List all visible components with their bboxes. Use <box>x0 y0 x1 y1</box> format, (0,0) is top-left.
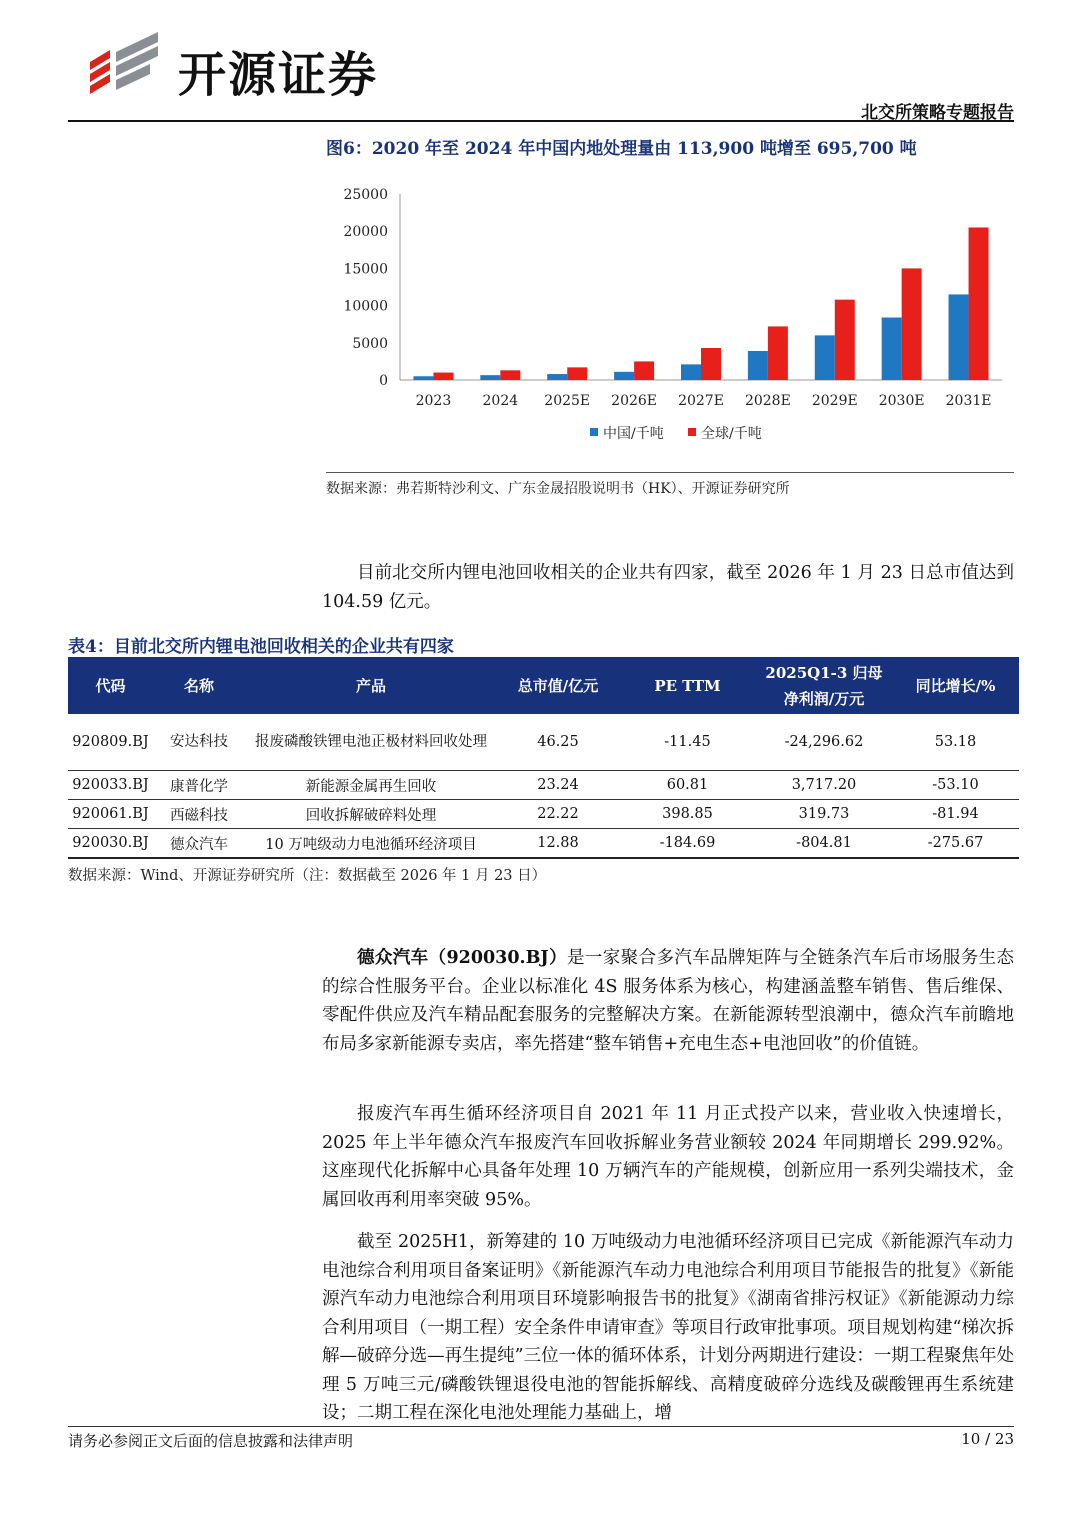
cell-market-cap: 46.25 <box>497 714 619 771</box>
x-tick-label: 2028E <box>744 393 791 409</box>
page-number: 10 / 23 <box>961 1430 1014 1448</box>
cell-market-cap: 23.24 <box>497 771 619 800</box>
table-header-row <box>68 657 1019 714</box>
intro-paragraph <box>322 559 1014 616</box>
cell-pe-ttm: -11.45 <box>619 714 756 771</box>
report-type: 北交所策略专题报告 <box>861 103 1014 123</box>
y-tick-label: 10000 <box>343 298 388 315</box>
bar-global <box>768 326 788 380</box>
bar-global <box>433 373 453 380</box>
cell-product: 10 万吨级动力电池循环经济项目 <box>245 829 497 859</box>
bar-china <box>815 335 835 380</box>
scrap-car-paragraph <box>322 1100 1014 1214</box>
company-table <box>68 657 1019 859</box>
header-yoy-growth: 同比增长/% <box>892 657 1019 714</box>
battery-project-text: 截至 2025H1，新筹建的 10 万吨级动力电池循环经济项目已完成《新能源汽车动力电池综合利用项目备案证明》《新能源汽车动力电池综合利用项目节能报告的批复》《新能源汽车动力电池综合利用项目环境影响报告书的批复》《湖南省排污权证》《新能源动力综合利用项目（一期工程）安全条件申请审查》等项目行政审批事项。项目规划构建“梯次拆解—破碎分选—再生提纯”三位一体的循环体系，计划分两期进行建设：一期工程聚焦年处理 5 万吨三元/磷酸铁锂退役电池的智能拆解线、高精度破碎分选线及碳酸锂再生系统建设；二期工程在深化电池处理能力基础上，增 <box>322 1232 1014 1423</box>
y-tick-label: 25000 <box>343 187 388 203</box>
bar-global <box>969 227 989 380</box>
y-tick-label: 15000 <box>343 261 388 278</box>
y-tick-label: 0 <box>379 373 388 389</box>
cell-code: 920809.BJ <box>68 714 153 771</box>
cell-yoy-growth: 53.18 <box>892 714 1019 771</box>
bar-global <box>902 268 922 380</box>
dezhong-lead: 德众汽车（920030.BJ） <box>357 948 567 968</box>
header-net-profit: 2025Q1-3 归母净利润/万元 <box>756 657 892 714</box>
brand-name: 开源证券 <box>178 47 379 103</box>
x-tick-label: 2025E <box>544 393 591 409</box>
cell-market-cap: 12.88 <box>497 829 619 859</box>
bar-global <box>634 361 654 380</box>
x-tick-label: 2023 <box>415 393 452 409</box>
dezhong-text <box>322 944 1014 1058</box>
cell-net-profit: 3,717.20 <box>756 771 892 800</box>
bar-global <box>567 367 587 380</box>
bar-china <box>949 294 969 380</box>
bar-china <box>748 351 768 380</box>
scrap-car-text: 报废汽车再生循环经济项目自 2021 年 11 月正式投产以来，营业收入快速增长，2025 年上半年德众汽车报废汽车回收拆解业务营业额较 2024 年同期增长 299.92%。这座现代化拆解中心具备年处理 10 万辆汽车的产能规模，创新应用一系列尖端技术，金属回收再利用率突破 95%。 <box>322 1104 1014 1210</box>
cell-code: 920030.BJ <box>68 829 153 859</box>
bar-china <box>681 364 701 380</box>
cell-yoy-growth: -275.67 <box>892 829 1019 859</box>
cell-product: 报废磷酸铁锂电池正极材料回收处理 <box>245 714 497 771</box>
legend-swatch-global <box>688 428 696 436</box>
bar-chart <box>326 172 1014 462</box>
cell-code: 920033.BJ <box>68 771 153 800</box>
bar-china <box>547 374 567 380</box>
table-row <box>68 714 1019 771</box>
figure-title: 图6：2020 年至 2024 年中国内地处理量由 113,900 吨增至 695,700 吨 <box>326 139 917 159</box>
bar-china <box>480 375 500 380</box>
cell-name: 安达科技 <box>153 714 245 771</box>
table-row <box>68 771 1019 800</box>
cell-market-cap: 22.22 <box>497 800 619 829</box>
legend-swatch-china <box>590 428 598 436</box>
x-tick-label: 2027E <box>678 393 724 409</box>
bar-china <box>882 318 902 380</box>
figure-divider <box>326 472 1014 473</box>
cell-net-profit: 319.73 <box>756 800 892 829</box>
figure-source: 数据来源：弗若斯特沙利文、广东金晟招股说明书（HK）、开源证券研究所 <box>326 481 790 497</box>
cell-pe-ttm: -184.69 <box>619 829 756 859</box>
intro-text: 目前北交所内锂电池回收相关的企业共有四家，截至 2026 年 1 月 23 日总市值达到 104.59 亿元。 <box>322 563 1014 612</box>
table-title: 表4：目前北交所内锂电池回收相关的企业共有四家 <box>68 637 454 657</box>
legend-label-china: 中国/千吨 <box>603 426 664 442</box>
x-tick-label: 2026E <box>611 393 658 409</box>
header-product: 产品 <box>245 657 497 714</box>
bar-china <box>413 376 433 380</box>
cell-name: 康普化学 <box>153 771 245 800</box>
x-tick-label: 2030E <box>878 393 925 409</box>
cell-pe-ttm: 398.85 <box>619 800 756 829</box>
cell-yoy-growth: -81.94 <box>892 800 1019 829</box>
header-code: 代码 <box>68 657 153 714</box>
cell-name: 西磁科技 <box>153 800 245 829</box>
cell-product: 新能源金属再生回收 <box>245 771 497 800</box>
dezhong-paragraph <box>322 944 1014 1058</box>
bar-china <box>614 372 634 380</box>
bar-global <box>500 370 520 380</box>
battery-project-paragraph <box>322 1228 1014 1428</box>
table-source: 数据来源：Wind、开源证券研究所（注：数据截至 2026 年 1 月 23 日） <box>68 868 547 884</box>
bar-global <box>701 348 721 380</box>
footer-divider <box>68 1426 1014 1427</box>
header-name: 名称 <box>153 657 245 714</box>
cell-name: 德众汽车 <box>153 829 245 859</box>
cell-code: 920061.BJ <box>68 800 153 829</box>
bar-global <box>835 300 855 380</box>
cell-yoy-growth: -53.10 <box>892 771 1019 800</box>
y-tick-label: 5000 <box>352 335 388 352</box>
x-tick-label: 2029E <box>811 393 858 409</box>
cell-product: 回收拆解破碎料处理 <box>245 800 497 829</box>
cell-pe-ttm: 60.81 <box>619 771 756 800</box>
x-tick-label: 2024 <box>482 393 519 409</box>
cell-net-profit: -24,296.62 <box>756 714 892 771</box>
logo-mark-icon <box>90 32 158 94</box>
y-tick-label: 20000 <box>343 224 388 241</box>
cell-net-profit: -804.81 <box>756 829 892 859</box>
header-market-cap: 总市值/亿元 <box>497 657 619 714</box>
dezhong-body: 是一家聚合多汽车品牌矩阵与全链条汽车后市场服务生态的综合性服务平台。企业以标准化 4S 服务体系为核心，构建涵盖整车销售、售后维保、零配件供应及汽车精品配套服务的完整解决方案。在新能源转型浪潮中，德众汽车前瞻地布局多家新能源专卖店，率先搭建“整车销售+充电生态+电池回收”的价值链。 <box>322 948 1014 1054</box>
table-row <box>68 829 1019 859</box>
footer-disclaimer: 请务必参阅正文后面的信息披露和法律声明 <box>68 1432 354 1450</box>
x-tick-label: 2031E <box>945 393 992 409</box>
legend-label-global: 全球/千吨 <box>701 426 762 442</box>
header-divider <box>68 120 1014 122</box>
table-row <box>68 800 1019 829</box>
header-pe-ttm: PE TTM <box>619 657 756 714</box>
